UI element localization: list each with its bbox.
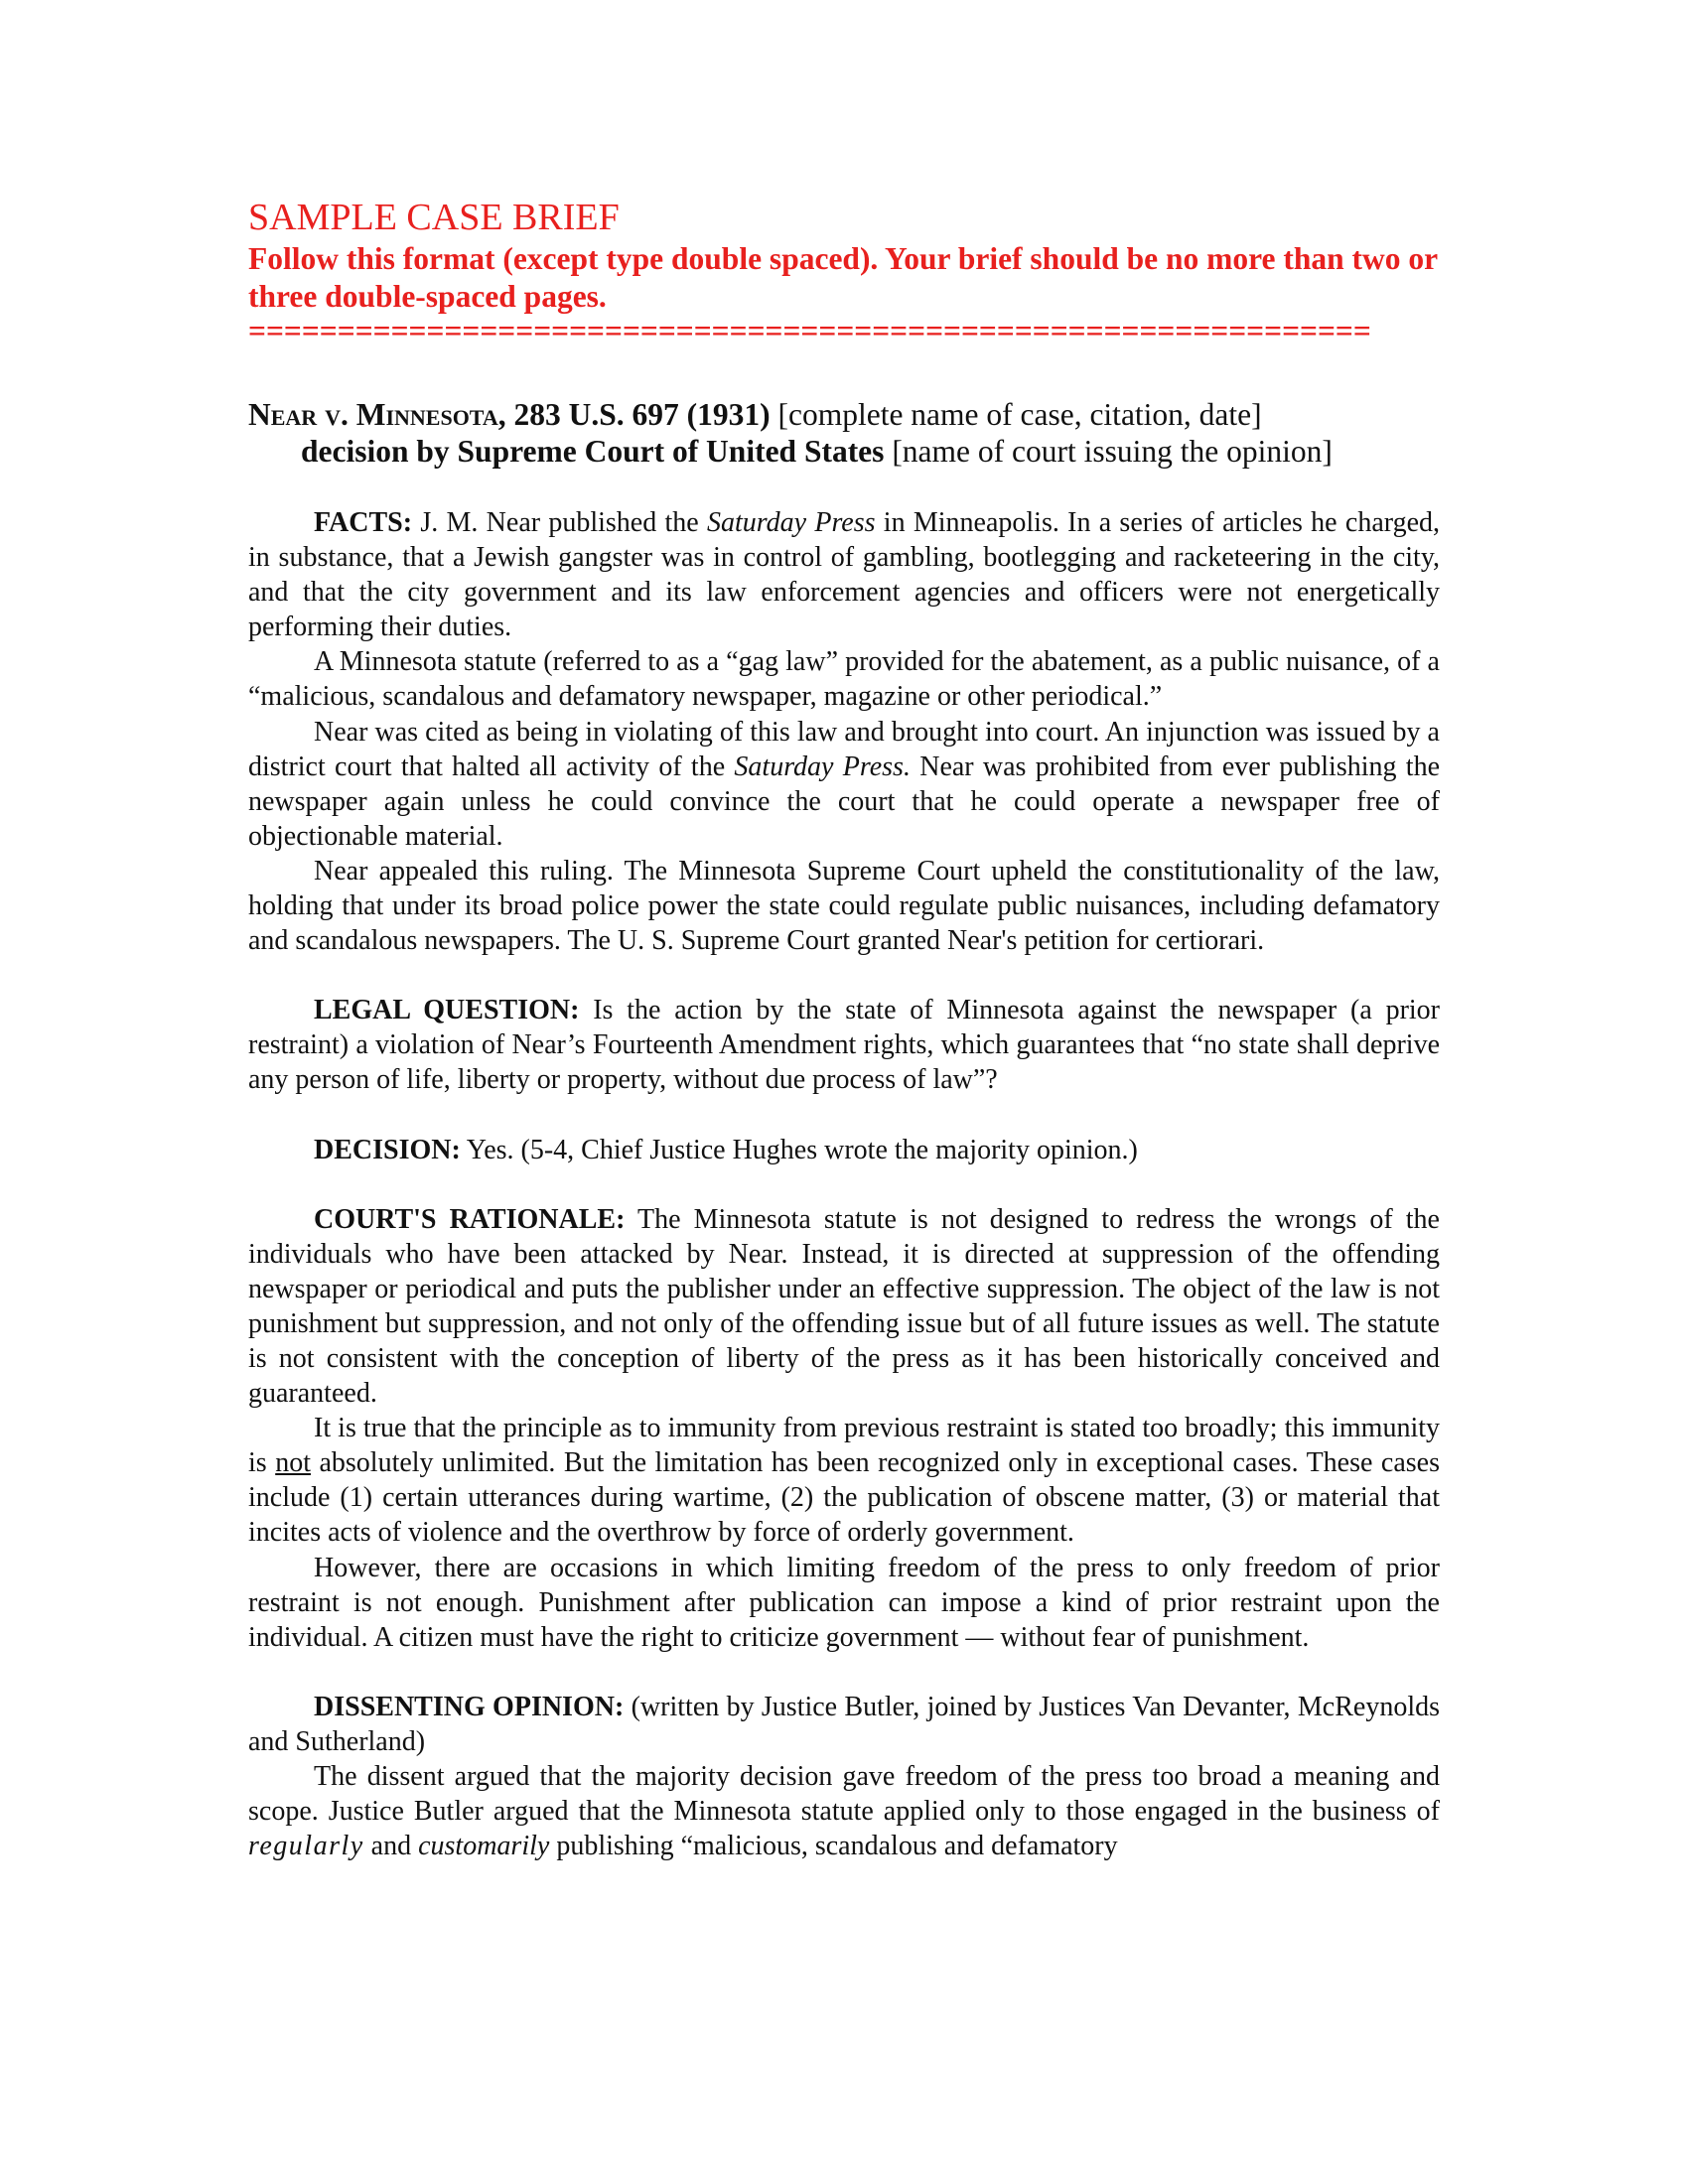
facts-paragraph-2: A Minnesota statute (referred to as a “gag law” provided for the abatement, as a public nuisance, of a “malicious, scandalous and defamatory newspaper, magazine or other periodical.” — [248, 646, 1440, 713]
court-line — [301, 432, 1333, 472]
legal-question-heading: LEGAL QUESTION: — [314, 995, 580, 1026]
facts-paragraph-4: Near appealed this ruling. The Minnesota Supreme Court upheld the constitutionality of the law, holding that under its broad police power the state could regulate public nuisances, including defamatory and scandalous newspapers. The U. S. Supreme Court granted Near's petition for certiorari. — [248, 855, 1440, 957]
facts-heading: FACTS: — [314, 507, 413, 538]
rationale-paragraph-3: However, there are occasions in which limiting freedom of the press to only freedom of prior restraint is not enough. Punishment after publication can impose a kind of prior restraint upon the individual. A citizen must have the right to criticize government — without fear of punishment. — [248, 1552, 1440, 1653]
court-name: decision by Supreme Court of United States — [301, 434, 885, 469]
facts-paragraph-3: Near was cited as being in violating of this law and brought into court. An injunction was issued by a district court that halted all activity of the Saturday Press. Near was prohibited from ever publishing the newspaper again unless he could convince the court that he could operate a newspaper free of objectionable material. — [248, 716, 1440, 852]
decision-heading: DECISION: — [314, 1134, 461, 1165]
page-title: SAMPLE CASE BRIEF — [248, 197, 620, 238]
citation-note: [complete name of case, citation, date] — [770, 397, 1262, 432]
case-citation: , 283 U.S. 697 (1931) — [497, 397, 771, 432]
legal-question-paragraph: LEGAL QUESTION: Is the action by the state of Minnesota against the newspaper (a prior restraint) a violation of Near’s Fourteenth Amendment rights, which guarantees that “no state shall deprive any person of life, liberty or property, without due process of law”? — [248, 995, 1440, 1096]
court-note: [name of court issuing the opinion] — [884, 434, 1333, 469]
dissent-paragraph-2: The dissent argued that the majority decision gave freedom of the press too broad a meaning and scope. Justice Butler argued that the Minnesota statute applied only to those engaged in the business of regularly and customarily publishing “malicious, scandalous and defamatory — [248, 1761, 1440, 1862]
case-citation-line — [248, 395, 1262, 435]
brief-body — [248, 505, 1440, 1863]
decision-paragraph: DECISION: Yes. (5-4, Chief Justice Hughes wrote the majority opinion.) — [314, 1134, 1138, 1165]
separator-rule: =============================================================== — [248, 314, 1371, 348]
rationale-paragraph: COURT'S RATIONALE: The Minnesota statute is not designed to redress the wrongs of the individuals who have been attacked by Near. Instead, it is directed at suppression of the offending newspaper or periodical and puts the publisher under an effective suppression. The object of the law is not punishment but suppression, and not only of the offending issue but of all future issues as well. The statute is not consistent with the conception of liberty of the press as it has been historically conceived and guaranteed. — [248, 1203, 1440, 1410]
format-instructions: Follow this format (except type double spaced). Your brief should be no more than two or three double-spaced pages. — [248, 241, 1438, 314]
rationale-paragraph-2: It is true that the principle as to immunity from previous restraint is stated too broadly; this immunity is not absolutely unlimited. But the limitation has been recognized only in exceptional cases. These cases include (1) certain utterances during wartime, (2) the publication of obscene matter, (3) or material that incites acts of violence and the overthrow by force of orderly government. — [248, 1413, 1441, 1549]
case-name: Near v. Minnesota — [248, 397, 498, 432]
dissent-heading: DISSENTING OPINION: — [314, 1691, 625, 1722]
dissent-paragraph: DISSENTING OPINION: (written by Justice Butler, joined by Justices Van Devanter, McReynolds and Sutherland) — [248, 1691, 1440, 1757]
rationale-heading: COURT'S RATIONALE: — [314, 1203, 626, 1235]
facts-paragraph: FACTS: J. M. Near published the Saturday Press in Minneapolis. In a series of articles he charged, in substance, that a Jewish gangster was in control of gambling, bootlegging and racketeering in the city, and that the city government and its law enforcement agencies and officers were not energetically performing their duties. — [248, 507, 1440, 643]
